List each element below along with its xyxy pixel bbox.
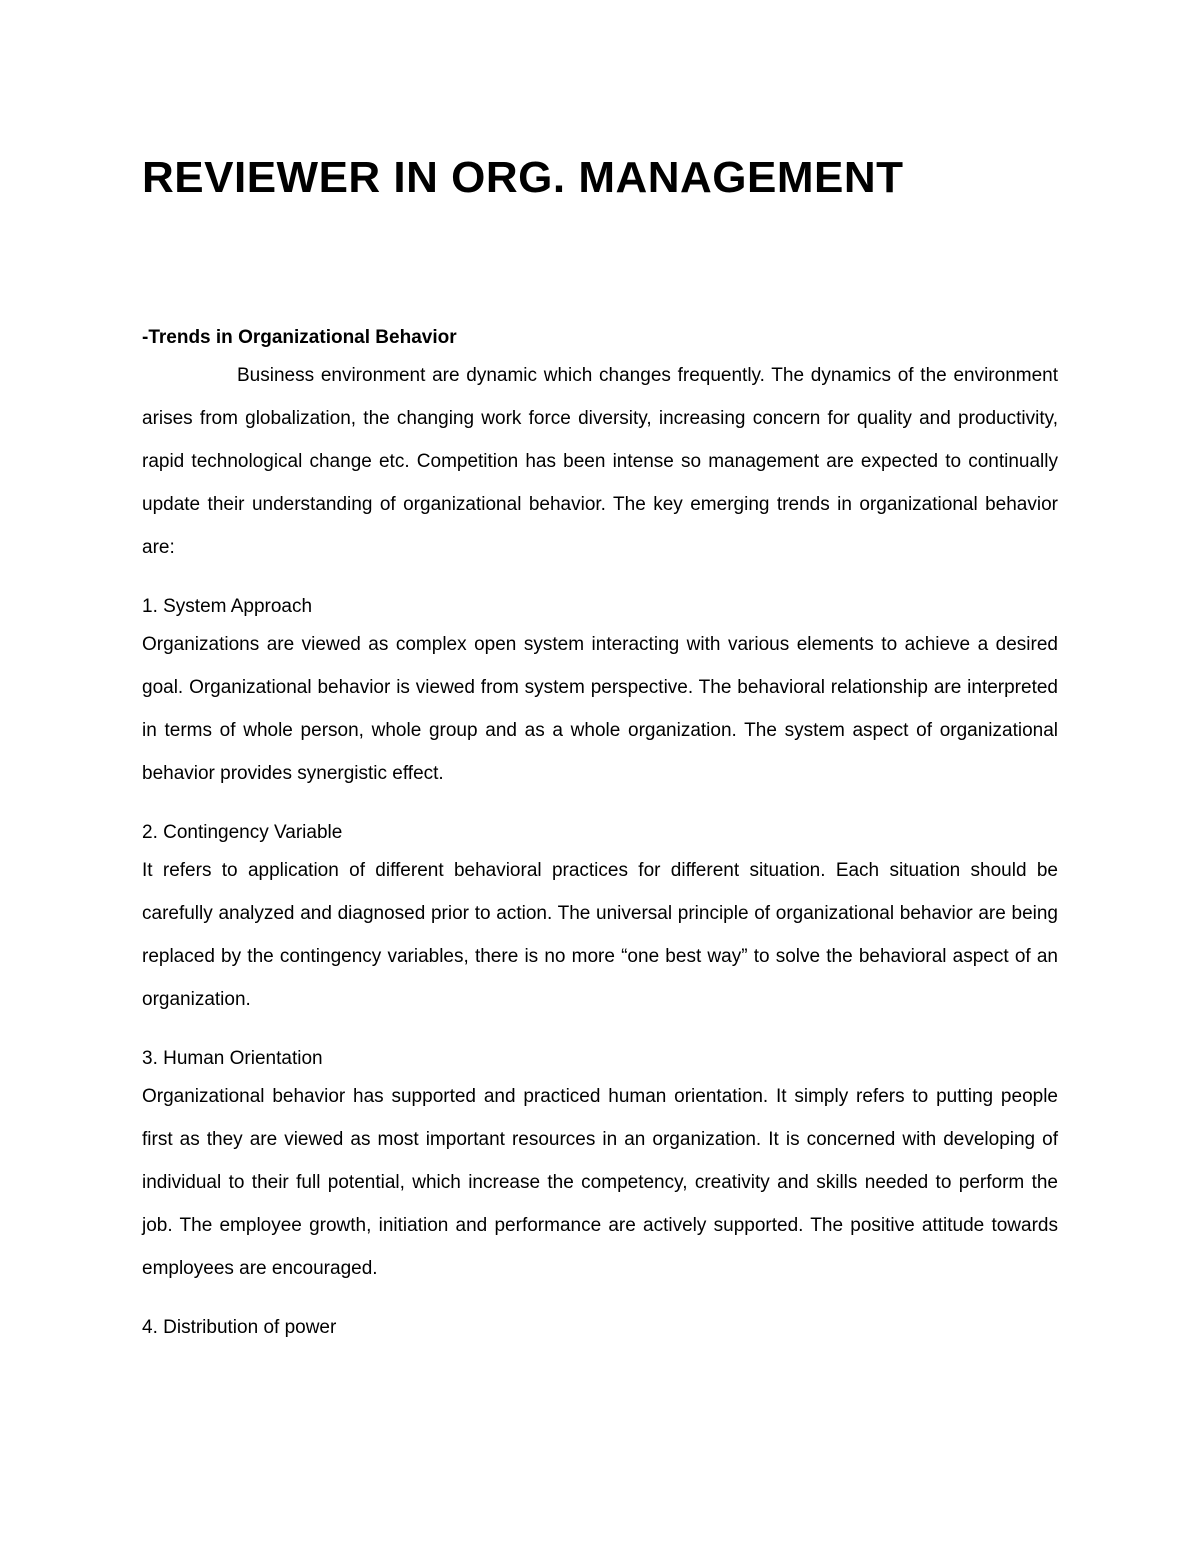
item-title-distribution-of-power: 4. Distribution of power bbox=[142, 1317, 337, 1338]
section-heading: -Trends in Organizational Behavior bbox=[142, 327, 457, 348]
document-title: REVIEWER IN ORG. MANAGEMENT bbox=[142, 153, 904, 202]
item-body-system-approach: Organizations are viewed as complex open system interacting with various elements to achieve a desired goal. Organizational behavior is viewed from system perspective. The behavioral relationship are interpreted in terms of whole person, whole group and as a whole organization. The system aspect of organizational behavior provides synergistic effect. bbox=[142, 634, 1058, 784]
item-title-human-orientation: 3. Human Orientation bbox=[142, 1048, 323, 1069]
document-content bbox=[142, 150, 1058, 1342]
item-title-system-approach: 1. System Approach bbox=[142, 596, 313, 617]
item-body-human-orientation: Organizational behavior has supported and practiced human orientation. It simply refers to putting people first as they are viewed as most important resources in an organization. It is concerned with developing of individual to their full potential, which increase the competency, creativity and skills needed to perform the job. The employee growth, initiation and performance are actively supported. The positive attitude towards employees are encouraged. bbox=[142, 1086, 1058, 1279]
intro-paragraph: Business environment are dynamic which changes frequently. The dynamics of the environment arises from globalization, the changing work force diversity, increasing concern for quality and productivity, rapid technological change etc. Competition has been intense so management are expected to continually update their understanding of organizational behavior. The key emerging trends in organizational behavior are: bbox=[142, 365, 1058, 558]
item-body-contingency-variable: It refers to application of different behavioral practices for different situation. Each situation should be carefully analyzed and diagnosed prior to action. The universal principle of organizational behavior are being replaced by the contingency variables, there is no more “one best way” to solve the behavioral aspect of an organization. bbox=[142, 860, 1058, 1010]
item-title-contingency-variable: 2. Contingency Variable bbox=[142, 822, 343, 843]
